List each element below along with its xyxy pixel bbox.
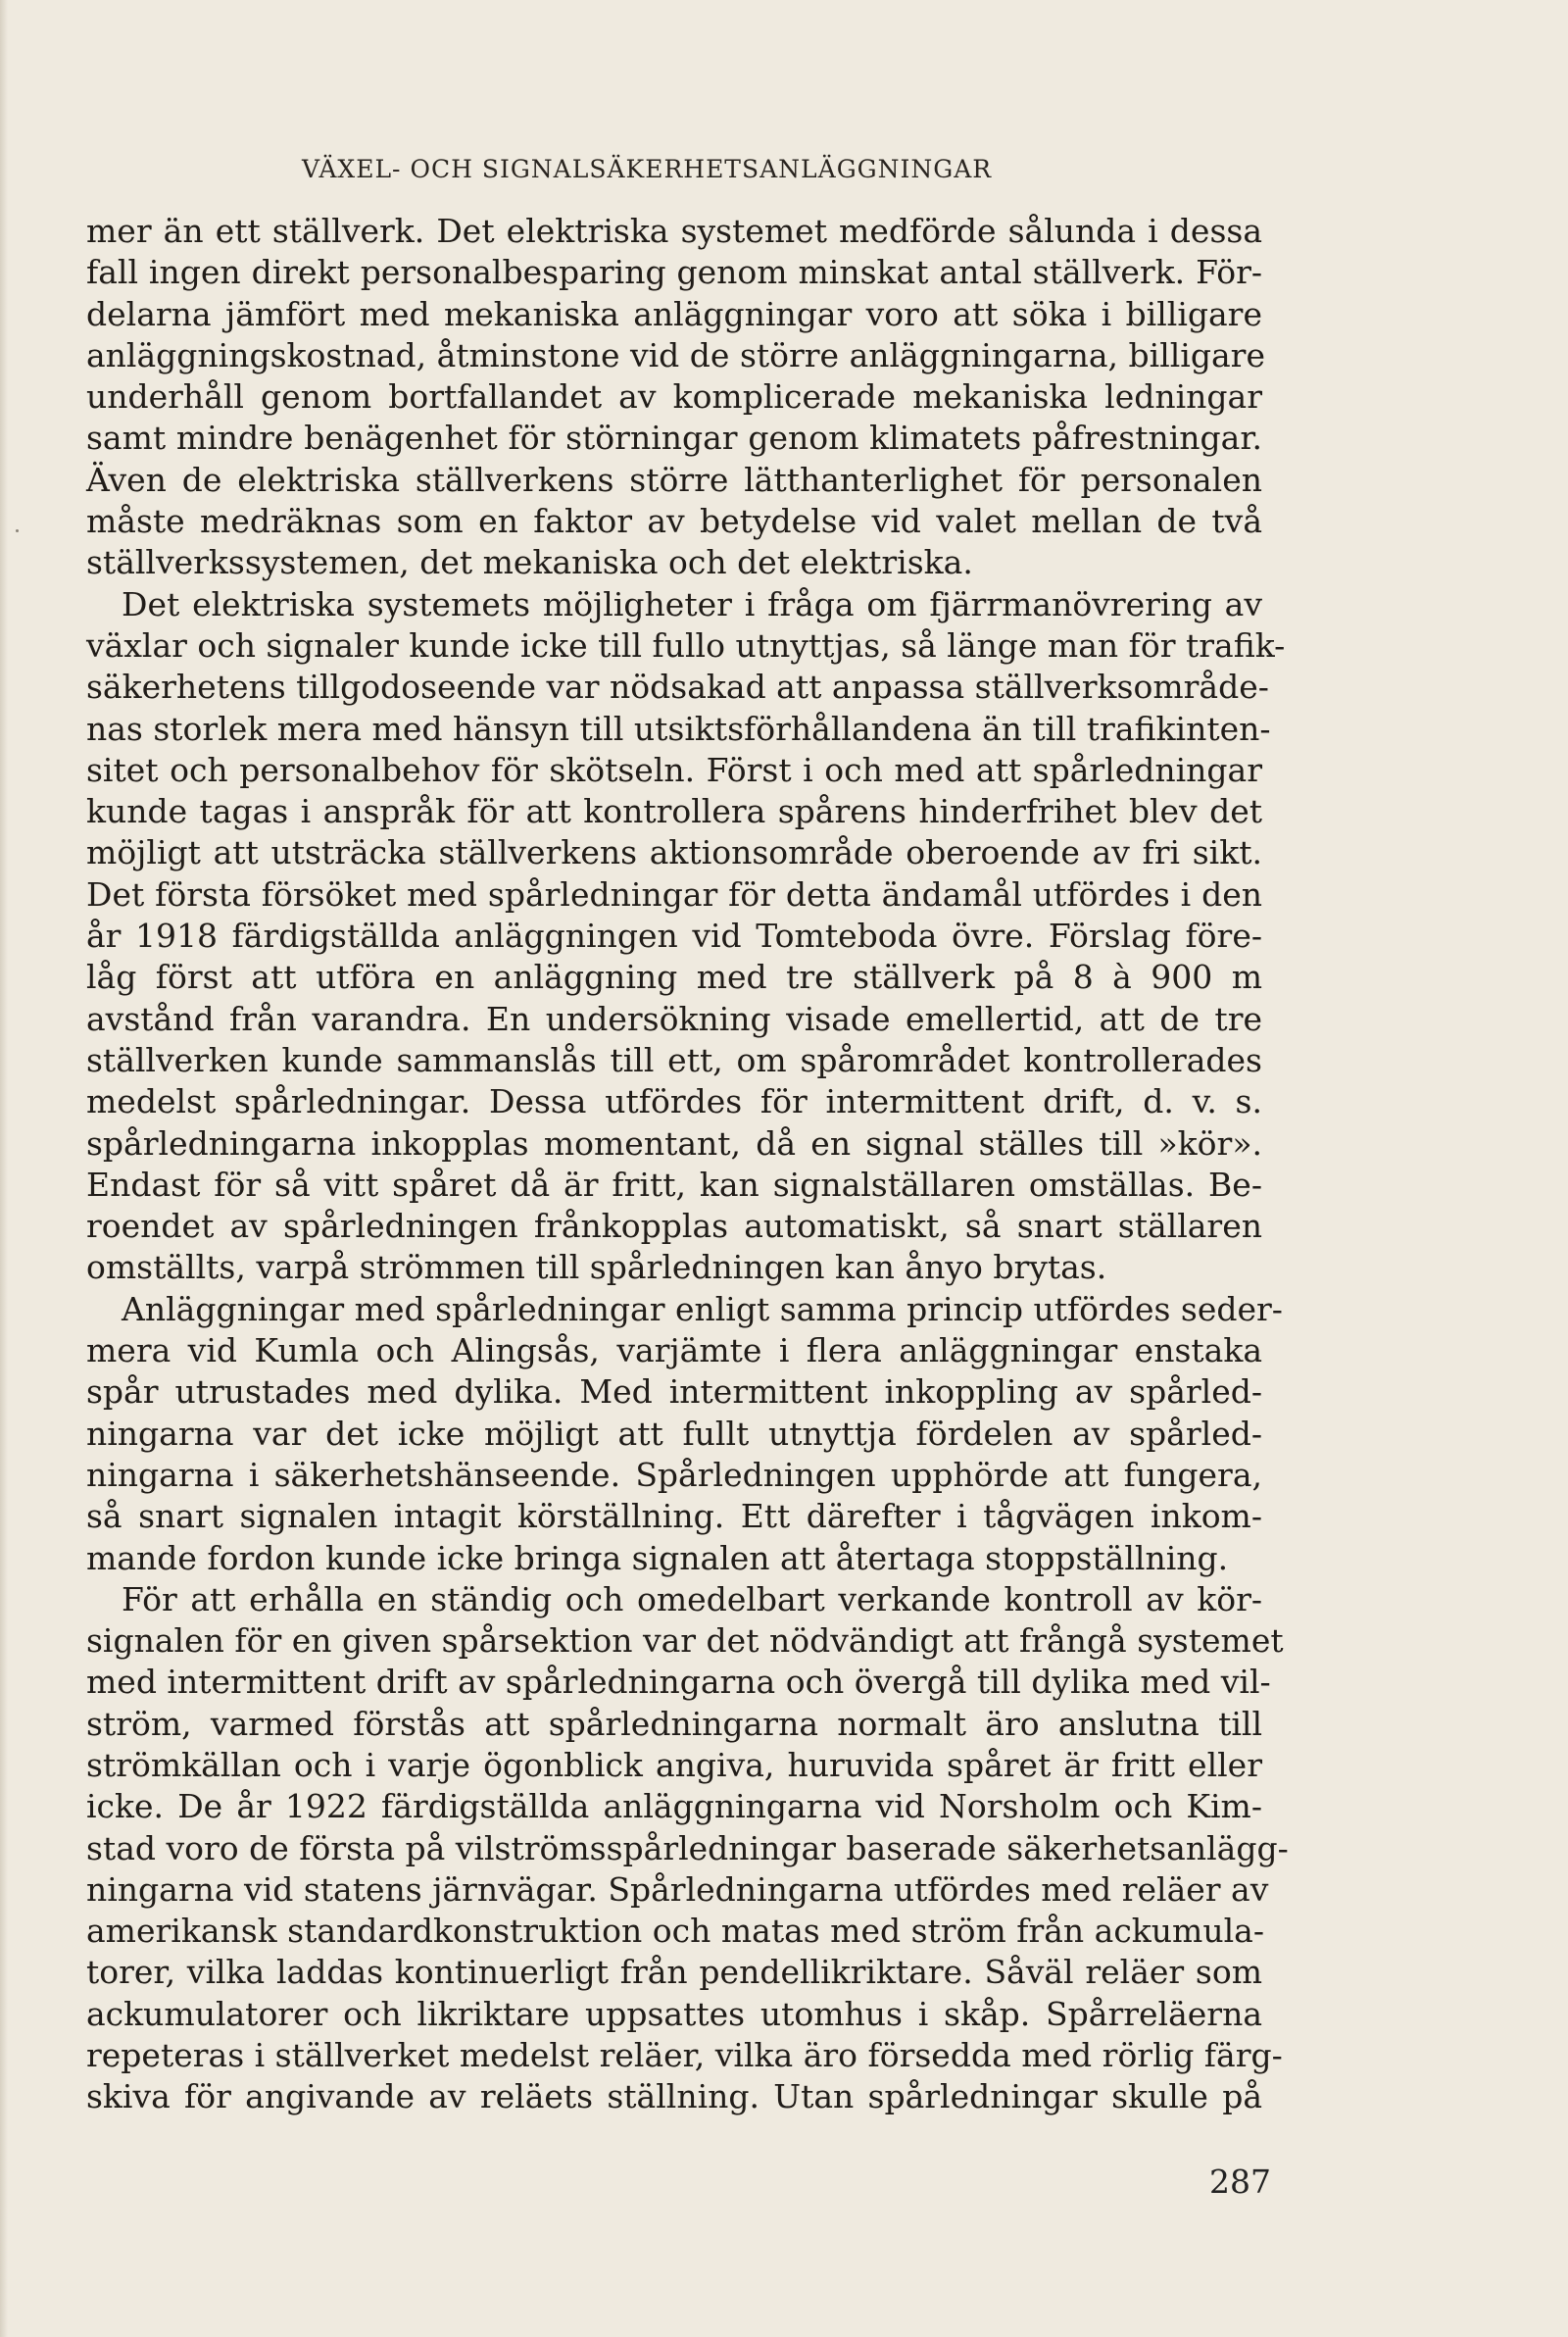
text-line: stad voro de första på vilströmsspårledningar baserade säkerhetsanlägg-	[86, 1828, 1289, 1867]
text-line: nas storlek mera med hänsyn till utsiktsförhållandena än till trafikinten-	[86, 709, 1271, 748]
text-line: Det elektriska systemets möjligheter i fråga om fjärrmanövrering av	[122, 584, 1262, 623]
text-line: mande fordon kunde icke bringa signalen att återtaga stoppställning.	[86, 1538, 1229, 1577]
text-line: avstånd från varandra. En undersökning visade emellertid, att de tre	[86, 999, 1262, 1038]
text-line: Endast för så vitt spåret då är fritt, kan signalställaren omställas. Be-	[86, 1165, 1262, 1204]
text-line: samt mindre benägenhet för störningar genom klimatets påfrestningar.	[86, 419, 1262, 458]
text-line: ningarna var det icke möjligt att fullt utnyttja fördelen av spårled-	[86, 1414, 1262, 1453]
text-line: kunde tagas i anspråk för att kontrollera spårens hinderfrihet blev det	[86, 792, 1262, 831]
text-line: mera vid Kumla och Alingsås, varjämte i flera anläggningar enstaka	[86, 1331, 1262, 1370]
text-line: strömkällan och i varje ögonblick angiva, huruvida spåret är fritt eller	[86, 1745, 1262, 1784]
text-line: säkerhetens tillgodoseende var nödsakad att anpassa ställverksområde-	[86, 668, 1269, 707]
text-line: Det första försöket med spårledningar för detta ändamål utfördes i den	[86, 874, 1262, 914]
text-line: medelst spårledningar. Dessa utfördes för intermittent drift, d. v. s.	[86, 1082, 1262, 1121]
running-header: VÄXEL- OCH SIGNALSÄKERHETSANLÄGGNINGAR	[302, 155, 993, 183]
text-line: ningarna i säkerhetshänseende. Spårledningen upphörde att fungera,	[86, 1455, 1262, 1494]
body-text	[86, 211, 1289, 2118]
text-line: amerikansk standardkonstruktion och matas med ström från ackumula-	[86, 1912, 1264, 1951]
margin-speck	[16, 529, 19, 532]
text-line: roendet av spårledningen frånkopplas automatiskt, så snart ställaren	[86, 1207, 1262, 1246]
text-line: signalen för en given spårsektion var det nödvändigt att frångå systemet	[86, 1621, 1284, 1661]
text-line: skiva för angivande av reläets ställning. Utan spårledningar skulle på	[86, 2077, 1262, 2116]
text-line: spårledningarna inkopplas momentant, då en signal ställes till »kör».	[86, 1123, 1262, 1163]
text-line: anläggningskostnad, åtminstone vid de större anläggningarna, billigare	[86, 335, 1265, 374]
text-line: delarna jämfört med mekaniska anläggningar voro att söka i billigare	[86, 294, 1262, 333]
text-line: Anläggningar med spårledningar enligt samma princip utfördes seder-	[122, 1289, 1283, 1328]
text-line: ackumulatorer och likriktare uppsattes utomhus i skåp. Spårreläerna	[86, 1994, 1262, 2033]
page-number: 287	[1209, 2163, 1271, 2201]
text-line: växlar och signaler kunde icke till fullo utnyttjas, så länge man för trafik-	[86, 625, 1286, 665]
text-line: icke. De år 1922 färdigställda anläggningarna vid Norsholm och Kim-	[86, 1787, 1262, 1826]
text-line: låg först att utföra en anläggning med tre ställverk på 8 à 900 m	[86, 958, 1262, 997]
text-line: underhåll genom bortfallandet av komplicerade mekaniska ledningar	[86, 377, 1262, 417]
text-line: sitet och personalbehov för skötseln. Först i och med att spårledningar	[86, 750, 1262, 789]
text-line: ström, varmed förstås att spårledningarna normalt äro anslutna till	[86, 1704, 1262, 1743]
text-line: ningarna vid statens järnvägar. Spårledningarna utfördes med reläer av	[86, 1869, 1269, 1909]
text-line: år 1918 färdigställda anläggningen vid Tomteboda övre. Förslag före-	[86, 917, 1262, 956]
text-line: möjligt att utsträcka ställverkens aktionsområde oberoende av fri sikt.	[86, 833, 1262, 872]
text-line: måste medräknas som en faktor av betydelse vid valet mellan de två	[86, 502, 1262, 541]
text-line: mer än ett ställverk. Det elektriska systemet medförde sålunda i dessa	[86, 212, 1262, 250]
page-fold-shadow	[0, 0, 8, 2337]
text-line: med intermittent drift av spårledningarna och övergå till dylika med vil-	[86, 1663, 1271, 1702]
text-line: spår utrustades med dylika. Med intermittent inkoppling av spårled-	[86, 1372, 1262, 1412]
text-line: omställts, varpå strömmen till spårledningen kan ånyo brytas.	[86, 1248, 1107, 1287]
text-line: ställverkssystemen, det mekaniska och det elektriska.	[86, 543, 973, 582]
text-line: repeteras i ställverket medelst reläer, vilka äro försedda med rörlig färg-	[86, 2036, 1283, 2075]
text-line: ställverken kunde sammanslås till ett, om spårområdet kontrollerades	[86, 1040, 1262, 1079]
text-line: torer, vilka laddas kontinuerligt från pendellikriktare. Såväl reläer som	[86, 1953, 1262, 1992]
text-line: Även de elektriska ställverkens större lätthanterlighet för personalen	[86, 460, 1262, 499]
text-line: fall ingen direkt personalbesparing genom minskat antal ställverk. För-	[86, 253, 1262, 292]
text-line: så snart signalen intagit körställning. Ett därefter i tågvägen inkom-	[86, 1497, 1262, 1536]
text-line: För att erhålla en ständig och omedelbart verkande kontroll av kör-	[122, 1579, 1262, 1618]
